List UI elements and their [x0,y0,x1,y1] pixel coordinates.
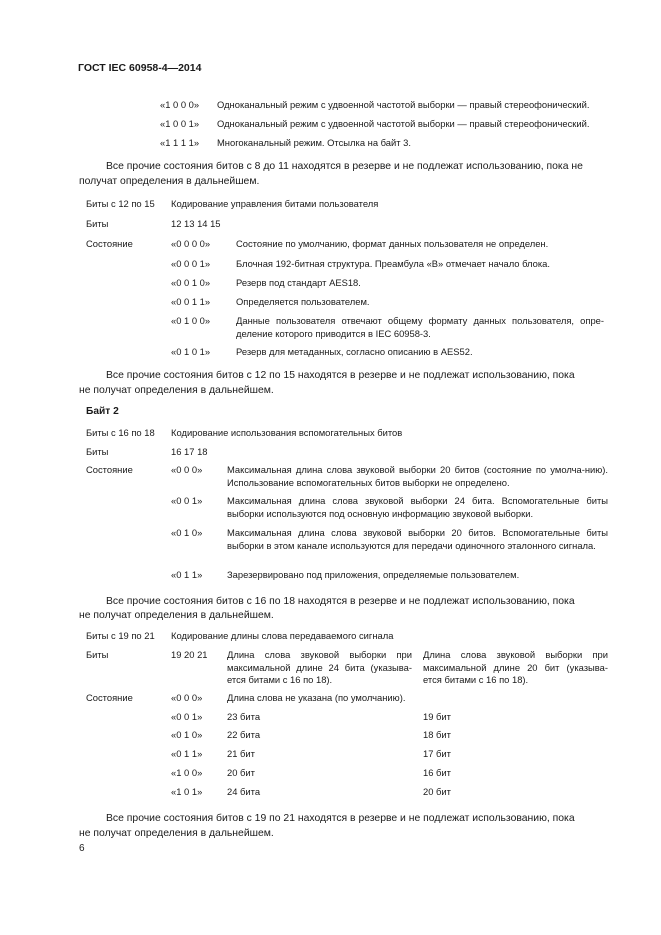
desc-cell: Блочная 192-битная структура. Преамбула «В» отмечает начало блока. [236,258,550,269]
desc-cell: Резерв под стандарт AES18. [236,277,361,288]
code-cell: «0 1 0» [171,527,203,538]
column-header-24bit: Длина слова звуковой выборки при максимальной длине 24 бита (указыва-ется битами с 16 по 18). [227,649,412,685]
value-24bit: 22 бита [227,729,261,740]
desc-cell: Максимальная длина слова звуковой выборки 20 битов (состояние по умолча-нию). Использование вспомогательных битов выборки не определено. [227,464,608,488]
value-24bit: 23 бита [227,711,261,722]
value-20bit: 19 бит [423,711,451,722]
code-cell: «0 0 0» [171,464,203,475]
desc-cell: Одноканальный режим с удвоенной частотой выборки — правый стереофонический. [217,99,590,110]
code-cell: «0 1 0» [171,729,203,740]
code-cell: «1 0 0 0» [160,99,200,110]
code-cell: «0 0 1» [171,711,203,722]
desc-cell: Максимальная длина слова звуковой выборки 24 бита. Вспомогательные биты выборки используются под основную информацию звуковой выборки. [227,495,608,519]
value-20bit: 20 бит [423,786,451,797]
state-label: Состояние [86,692,133,703]
value-24bit: 20 бит [227,767,255,778]
paragraph-line: не получат определения в дальнейшем. [79,385,274,396]
code-cell: «0 1 0 1» [171,346,211,357]
byte-heading: Байт 2 [86,406,119,417]
bits-value: 16 17 18 [171,446,208,457]
code-cell: «0 0 0 1» [171,258,211,269]
document-header: ГОСТ IEC 60958-4—2014 [78,62,202,74]
code-cell: «0 1 0 0» [171,315,211,326]
code-cell: «0 0 0» [171,692,203,703]
paragraph-line: получат определения в дальнейшем. [79,176,260,187]
code-cell: «0 0 1» [171,495,203,506]
desc-cell: Длина слова не указана (по умолчанию). [227,692,406,703]
value-24bit: 21 бит [227,748,255,759]
bit-range-label: Биты с 12 по 15 [86,198,155,209]
page-number: 6 [79,843,85,854]
paragraph-line: Все прочие состояния битов с 8 до 11 находятся в резерве и не подлежат использованию, пока не [106,161,583,172]
code-cell: «0 0 1 1» [171,296,211,307]
bit-range-title: Кодирование использования вспомогательных битов [171,427,403,438]
bit-range-title: Кодирование длины слова передаваемого сигнала [171,630,394,641]
desc-cell: Максимальная длина слова звуковой выборки 20 битов. Вспомогательные биты выборки в этом канале используются для передачи одиночного эталонного сигнала. [227,527,608,551]
code-cell: «0 0 0 0» [171,238,211,249]
desc-cell: Состояние по умолчанию, формат данных пользователя не определен. [236,238,549,249]
code-cell: «0 1 1» [171,748,203,759]
code-cell: «0 0 1 0» [171,277,211,288]
code-cell: «1 1 1 1» [160,137,200,148]
value-20bit: 18 бит [423,729,451,740]
column-header-20bit: Длина слова звуковой выборки при максимальной длине 20 бит (указыва-ется битами с 16 по 18). [423,649,608,685]
paragraph-line: не получат определения в дальнейшем. [79,610,274,621]
value-20bit: 16 бит [423,767,451,778]
paragraph-line: не получат определения в дальнейшем. [79,828,274,839]
bits-label: Биты [86,446,109,457]
value-20bit: 17 бит [423,748,451,759]
paragraph-line: Все прочие состояния битов с 19 по 21 находятся в резерве и не подлежат использованию, пока [106,813,575,824]
bit-range-label: Биты с 16 по 18 [86,427,155,438]
code-cell: «0 1 1» [171,569,203,580]
desc-cell: Одноканальный режим с удвоенной частотой выборки — правый стереофонический. [217,118,590,129]
bits-value: 19 20 21 [171,649,208,660]
desc-cell: Многоканальный режим. Отсылка на байт 3. [217,137,411,148]
state-label: Состояние [86,464,133,475]
code-cell: «1 0 0 1» [160,118,200,129]
bits-label: Биты [86,649,109,660]
desc-cell: Резерв для метаданных, согласно описанию в AES52. [236,346,473,357]
code-cell: «1 0 1» [171,786,203,797]
value-24bit: 24 бита [227,786,261,797]
bit-range-title: Кодирование управления битами пользователя [171,198,379,209]
paragraph-line: Все прочие состояния битов с 12 по 15 находятся в резерве и не подлежат использованию, пока [106,370,575,381]
bits-label: Биты [86,218,109,229]
paragraph-line: Все прочие состояния битов с 16 по 18 находятся в резерве и не подлежат использованию, пока [106,596,575,607]
desc-cell: Зарезервировано под приложения, определяемые пользователем. [227,569,520,580]
desc-cell: Данные пользователя отвечают общему формату данных пользователя, опре-деление которого приводится в IEC 60958-3. [236,315,604,339]
bit-range-label: Биты с 19 по 21 [86,630,155,641]
state-label: Состояние [86,238,133,249]
bits-value: 12 13 14 15 [171,218,221,229]
desc-cell: Определяется пользователем. [236,296,370,307]
code-cell: «1 0 0» [171,767,203,778]
